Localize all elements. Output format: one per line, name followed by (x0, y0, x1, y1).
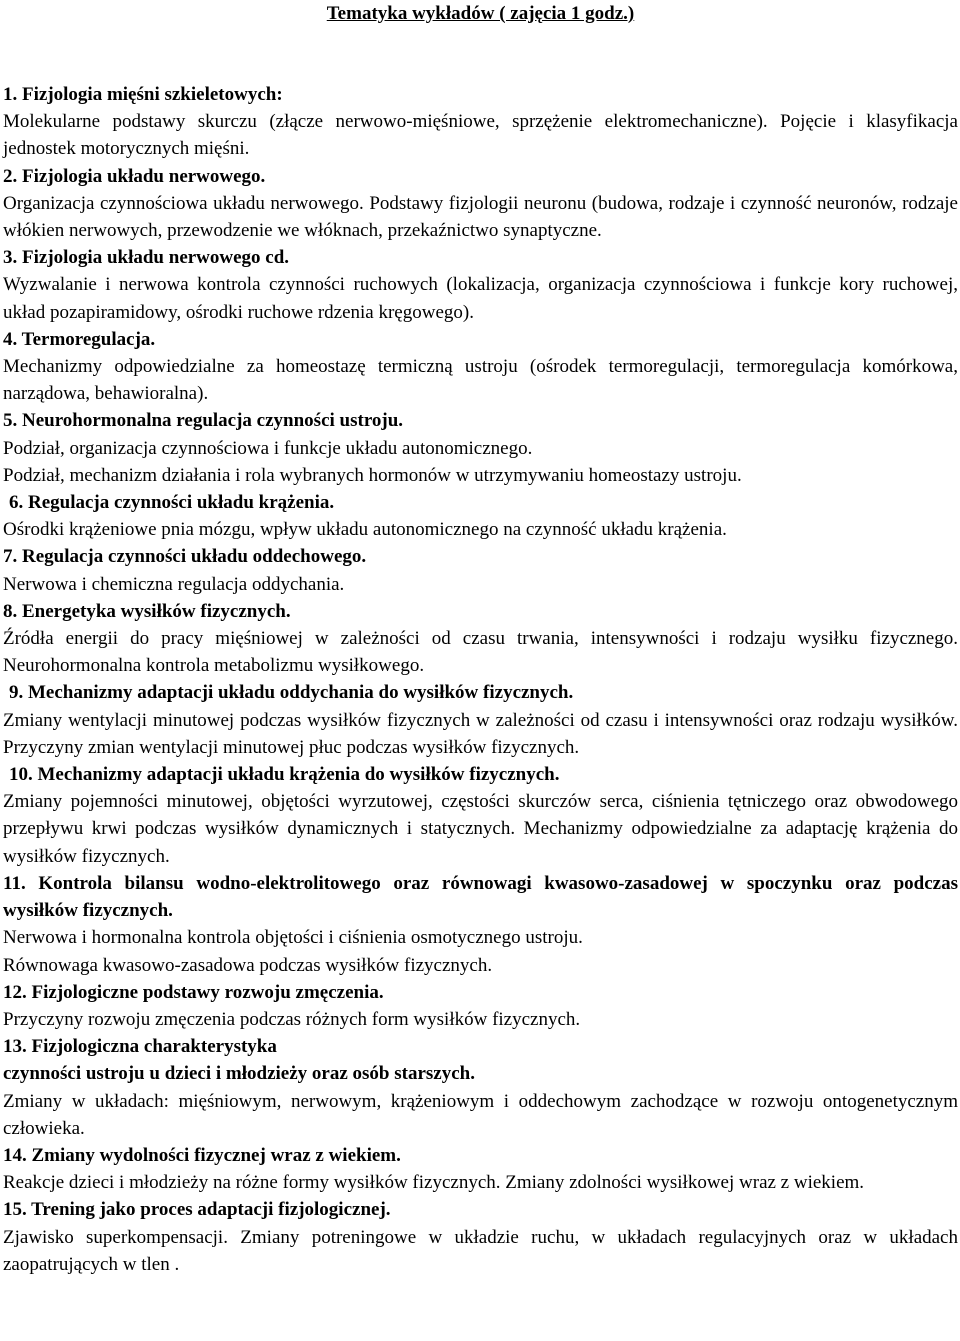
section-11-heading: 11. Kontrola bilansu wodno-elektrolitowego oraz równowagi kwasowo-zasadowej w spoczynku oraz podczas wysiłków fizycznych. (3, 872, 958, 922)
section-6-body: Ośrodki krążeniowe pnia mózgu, wpływ układu autonomicznego na czynność układu krążenia. (3, 519, 727, 541)
section-6-heading: 6. Regulacja czynności układu krążenia. (9, 492, 335, 514)
section-13-heading: 13. Fizjologiczna charakterystyka (3, 1036, 277, 1058)
section-5-body-1: Podział, organizacja czynnościowa i funkcje układu autonomicznego. (3, 437, 533, 459)
section-14-body: Reakcje dzieci i młodzieży na różne formy wysiłków fizycznych. Zmiany zdolności wysiłkowej wraz z wiekiem. (3, 1172, 865, 1194)
section-12-body: Przyczyny rozwoju zmęczenia podczas różnych form wysiłków fizycznych. (3, 1008, 581, 1030)
section-5-heading: 5. Neurohormonalna regulacja czynności ustroju. (3, 410, 404, 432)
section-8-body: Źródła energii do pracy mięśniowej w zależności od czasu trwania, intensywności i rodzaju wysiłku fizycznego. Neurohormonalna kontrola metabolizmu wysiłkowego. (3, 628, 958, 677)
title-spacer (3, 27, 958, 81)
section-7-heading: 7. Regulacja czynności układu oddechowego. (3, 546, 367, 568)
section-15-body: Zjawisko superkompensacji. Zmiany potreningowe w układzie ruchu, w układach regulacyjnych oraz w układach zaopatrujących w tlen . (3, 1226, 958, 1275)
section-9-body: Zmiany wentylacji minutowej podczas wysiłków fizycznych w zależności od czasu i intensywności oraz rodzaju wysiłków. Przyczyny zmian wentylacji minutowej płuc podczas wysiłków fizycznych. (3, 709, 958, 758)
section-10-heading: 10. Mechanizmy adaptacji układu krążenia do wysiłków fizycznych. (9, 764, 560, 786)
section-1-heading: 1. Fizjologia mięśni szkieletowych: (3, 84, 283, 105)
document-title: Tematyka wykładów ( zajęcia 1 godz.) (326, 3, 635, 24)
section-3-body: Wyzwalanie i nerwowa kontrola czynności ruchowych (lokalizacja, organizacja czynnościowa i funkcje kory ruchowej, układ pozapiramidowy, ośrodki ruchowe rdzenia kręgowego). (3, 274, 958, 323)
section-1-body: Molekularne podstawy skurczu (złącze nerwowo-mięśniowe, sprzężenie elektromechaniczne). Pojęcie i klasyfikacja jednostek motorycznych mięśni. (3, 111, 958, 160)
section-4-body: Mechanizmy odpowiedzialne za homeostazę termiczną ustroju (ośrodek termoregulacji, termoregulacja komórkowa, narządowa, behawioralna). (3, 356, 958, 405)
section-12-heading: 12. Fizjologiczne podstawy rozwoju zmęczenia. (3, 981, 384, 1003)
section-7-body: Nerwowa i chemiczna regulacja oddychania. (3, 573, 345, 595)
section-2-heading: 2. Fizjologia układu nerwowego. (3, 165, 266, 187)
section-13-heading-continued: czynności ustroju u dzieci i młodzieży oraz osób starszych. (3, 1063, 475, 1085)
section-11-body-2: Równowaga kwasowo-zasadowa podczas wysiłków fizycznych. (3, 954, 493, 976)
section-8-heading: 8. Energetyka wysiłków fizycznych. (3, 600, 291, 622)
section-13-body: Zmiany w układach: mięśniowym, nerwowym, krążeniowym i oddechowym zachodzące w rozwoju ontogenetycznym człowieka. (3, 1090, 958, 1139)
section-5-body-2: Podział, mechanizm działania i rola wybranych hormonów w utrzymywaniu homeostazy ustroju. (3, 464, 742, 486)
section-10-body: Zmiany pojemności minutowej, objętości wyrzutowej, częstości skurczów serca, ciśnienia tętniczego oraz obwodowego przepływu krwi podczas wysiłków dynamicznych i statycznych. Mechanizmy odpowiedzialne za adaptację krążenia do wysiłków fizycznych. (3, 791, 958, 867)
section-9-heading: 9. Mechanizmy adaptacji układu oddychania do wysiłków fizycznych. (9, 682, 574, 704)
section-2-body: Organizacja czynnościowa układu nerwowego. Podstawy fizjologii neuronu (budowa, rodzaje i czynność neuronów, rodzaje włókien nerwowych, przewodzenie we włóknach, przekaźnictwo synaptyczne. (3, 192, 958, 242)
section-14-heading: 14. Zmiany wydolności fizycznej wraz z wiekiem. (3, 1144, 401, 1166)
section-4-heading: 4. Termoregulacja. (3, 328, 156, 350)
section-3-heading: 3. Fizjologia układu nerwowego cd. (3, 247, 290, 269)
section-15-heading: 15. Trening jako proces adaptacji fizjologicznej. (3, 1199, 391, 1221)
section-11-body-1: Nerwowa i hormonalna kontrola objętości i ciśnienia osmotycznego ustroju. (3, 927, 583, 949)
